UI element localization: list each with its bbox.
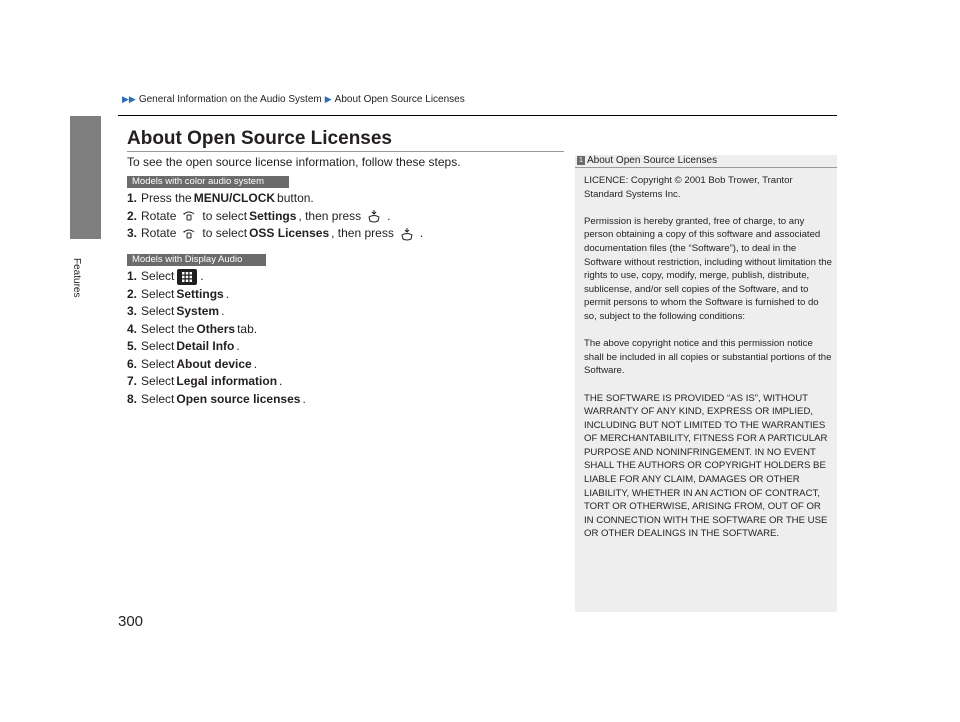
- step-text: , then press: [331, 226, 394, 240]
- step-text: .: [387, 208, 391, 223]
- step-number: 6.: [127, 356, 138, 371]
- step-text: button.: [277, 191, 314, 205]
- step-number: 7.: [127, 374, 138, 388]
- step-menu-name: Others: [196, 321, 236, 336]
- selector-knob-icon: [182, 209, 196, 223]
- list-item: [127, 303, 306, 321]
- press-knob-icon: [367, 209, 381, 223]
- step-text: Select: [141, 339, 175, 353]
- step-number: 8.: [127, 391, 138, 406]
- step-number: 2.: [127, 208, 138, 223]
- step-text: Select: [141, 391, 175, 406]
- step-number: 1.: [127, 269, 138, 283]
- step-menu-name: System: [176, 304, 220, 318]
- list-item: [127, 356, 306, 374]
- list-item: [127, 268, 306, 286]
- license-paragraph: Permission is hereby granted, free of charge, to any person obtaining a copy of this software and associated documentation files (the “Software”), to deal in the Software without restriction, including without limitation the rights to use, copy, modify, merge, publish, distribute, sublicense, and/or sell copies of the Software, and to permit persons to whom the Software is furnished to do so, subject to the following conditions:: [584, 215, 832, 322]
- step-number: 2.: [127, 286, 138, 301]
- list-item: [127, 373, 306, 391]
- license-paragraph: LICENCE: Copyright © 2001 Bob Trower, Trantor Standard Systems Inc.: [584, 175, 793, 200]
- step-text: Rotate: [141, 208, 177, 223]
- breadcrumb-item[interactable]: About Open Source Licenses: [334, 94, 465, 105]
- step-number: 5.: [127, 339, 138, 353]
- intro-text: To see the open source license information, follow these steps.: [127, 155, 461, 169]
- sidebar-heading: [577, 155, 717, 166]
- step-text: .: [200, 269, 204, 283]
- title-divider: [127, 151, 557, 152]
- step-text: .: [225, 286, 230, 301]
- step-text: Press the: [141, 191, 192, 205]
- header-divider: [118, 115, 837, 116]
- step-menu-name: Open source licenses: [176, 391, 301, 406]
- step-text: to select: [202, 226, 248, 240]
- sidebar-heading-text: About Open Source Licenses: [587, 155, 718, 166]
- page-title: About Open Source Licenses: [127, 128, 392, 149]
- step-text: .: [279, 374, 283, 388]
- model-tag: Models with Display Audio: [127, 254, 266, 266]
- step-text: .: [236, 339, 240, 353]
- list-item: [127, 286, 306, 304]
- step-number: 3.: [127, 304, 138, 318]
- step-text: Select: [141, 304, 175, 318]
- sidebar-divider: [575, 167, 837, 168]
- step-text: to select: [202, 208, 248, 223]
- step-text: .: [302, 391, 306, 406]
- page-number: 300: [118, 613, 144, 630]
- section-label: Features: [71, 258, 82, 298]
- step-text: .: [253, 356, 258, 371]
- model-tag: Models with color audio system: [127, 176, 289, 188]
- step-number: 4.: [127, 321, 138, 336]
- title-divider-end: [556, 151, 564, 152]
- step-text: Select: [141, 356, 175, 371]
- license-paragraph: The above copyright notice and this permission notice shall be included in all copies or substantial portions of the Software.: [584, 338, 832, 377]
- license-paragraph: THE SOFTWARE IS PROVIDED “AS IS”, WITHOUT WARRANTY OF ANY KIND, EXPRESS OR IMPLIED, INCLUDING BUT NOT LIMITED TO THE WARRANTIES OF MERCHANTABILITY, FITNESS FOR A PARTICULAR PURPOSE AND NONINFRINGEMENT. IN NO EVENT SHALL THE AUTHORS OR COPYRIGHT HOLDERS BE LIABLE FOR ANY CLAIM, DAMAGES OR OTHER LIABILITY, WHETHER IN AN ACTION OF CONTRACT, TORT OR OTHERWISE, ARISING FROM, OUT OF OR IN CONNECTION WITH THE SOFTWARE OR THE USE OR OTHER DEALINGS IN THE SOFTWARE.: [584, 392, 828, 540]
- step-menu-name: About device: [176, 356, 252, 371]
- step-menu-name: OSS Licenses: [249, 226, 330, 240]
- step-list: [127, 268, 306, 408]
- step-text: tab.: [237, 321, 258, 336]
- breadcrumb-arrow-icon: ▶: [324, 94, 332, 104]
- step-text: Select: [141, 286, 175, 301]
- selector-knob-icon: [182, 227, 196, 241]
- step-number: 1.: [127, 191, 138, 205]
- license-text: [584, 174, 832, 555]
- breadcrumb-item[interactable]: General Information on the Audio System: [138, 94, 322, 105]
- step-text: .: [419, 226, 424, 240]
- breadcrumb: [122, 94, 465, 105]
- section-tab: [70, 116, 101, 239]
- step-text: Select the: [141, 321, 195, 336]
- step-number: 3.: [127, 226, 138, 240]
- step-menu-name: Detail Info: [176, 339, 235, 353]
- step-text: , then press: [298, 208, 362, 223]
- breadcrumb-arrow-icon: ▶▶: [122, 94, 136, 104]
- list-item: [127, 391, 306, 409]
- list-item: [127, 225, 423, 243]
- list-item: [127, 338, 306, 356]
- step-menu-name: Legal information: [176, 374, 278, 388]
- step-list: [127, 190, 423, 243]
- step-text: Select: [141, 374, 175, 388]
- list-item: [127, 208, 423, 226]
- list-item: [127, 190, 423, 208]
- step-menu-name: Settings: [249, 208, 297, 223]
- step-text: Select: [141, 269, 175, 283]
- press-knob-icon: [400, 227, 414, 241]
- list-item: [127, 321, 306, 339]
- step-text: Rotate: [141, 226, 177, 240]
- step-button-name: MENU/CLOCK: [193, 191, 276, 205]
- note-number-badge: 1: [577, 156, 585, 165]
- step-text: .: [221, 304, 225, 318]
- home-grid-icon: [177, 269, 197, 285]
- step-menu-name: Settings: [176, 286, 224, 301]
